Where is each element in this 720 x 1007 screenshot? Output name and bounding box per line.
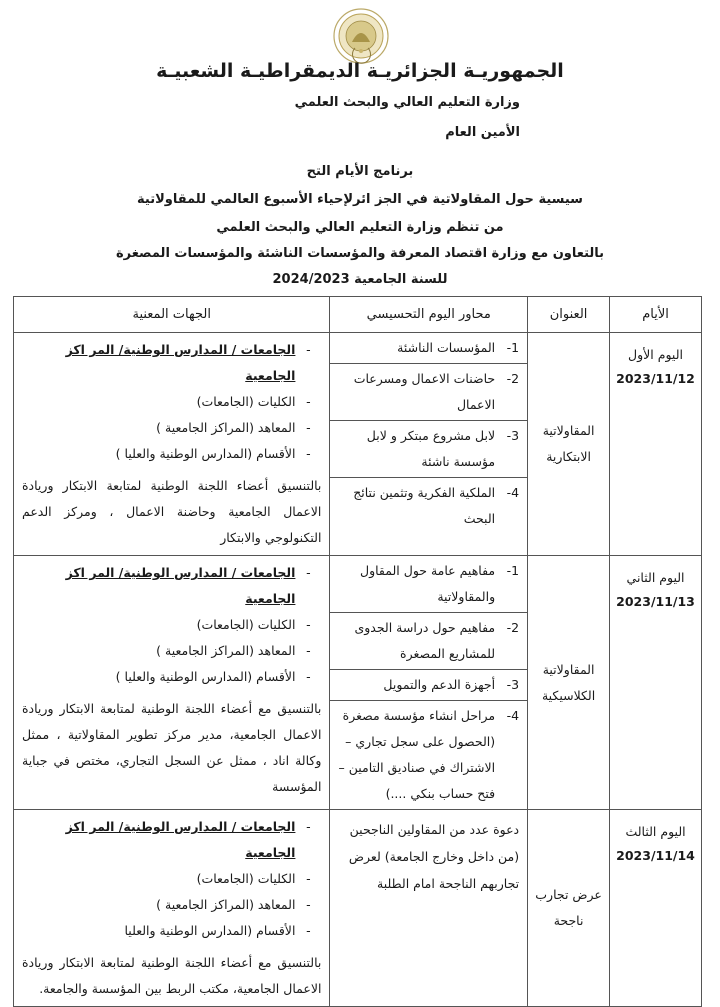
day-cell	[610, 333, 702, 556]
bullet-dash: -	[306, 897, 311, 912]
axis-text: حاضنات الاعمال ومسرعات الاعمال	[353, 371, 496, 412]
axes-cell	[330, 810, 528, 1007]
title-cell: عرض تجارب ناجحة	[528, 810, 610, 1007]
schedule-table	[13, 296, 702, 1007]
axis-number: 1-	[506, 563, 520, 578]
header-days: الأيام	[610, 297, 702, 333]
parties-cell	[14, 810, 330, 1007]
bullet-dash: -	[306, 565, 311, 580]
party-label: الكليات (الجامعات)	[196, 617, 296, 632]
axis-item	[330, 670, 527, 701]
axes-cell	[330, 556, 528, 810]
day-date: 2023/11/12	[616, 371, 695, 386]
bullet-dash: -	[306, 420, 311, 435]
axis-number: 1-	[506, 340, 520, 355]
axis-number: 4-	[506, 708, 520, 723]
party-label: الكليات (الجامعات)	[196, 394, 296, 409]
algeria-emblem-icon	[328, 6, 394, 66]
axis-item	[330, 701, 527, 809]
table-row	[14, 333, 702, 556]
axis-text: المؤسسات الناشئة	[397, 340, 496, 355]
list-item	[22, 560, 321, 612]
axis-text: لابل مشروع مبتكر و لابل مؤسسة ناشئة	[366, 428, 496, 469]
parties-cell	[14, 333, 330, 556]
bullet-dash: -	[306, 871, 311, 886]
title-cell: المقاولاتية الكلاسيكية	[528, 556, 610, 810]
coordination-note: بالتنسيق أعضاء اللجنة الوطنية لمتابعة الابتكار وريادة الاعمال الجامعية وحاضنة الاعمال ، ومركز الدعم التكنولوجي والابتكار	[22, 478, 322, 545]
parties-list	[22, 560, 321, 690]
party-label: الكليات (الجامعات)	[196, 871, 296, 886]
axis-text: دعوة عدد من المقاولين الناجحين (من داخل وخارج الجامعة) لعرض تجاربهم الناجحة امام الطلبة	[348, 822, 520, 891]
party-label: المعاهد (المراكز الجامعية )	[156, 420, 296, 435]
list-item	[22, 415, 321, 441]
axis-number: 4-	[506, 485, 520, 500]
axis-text: مفاهيم عامة حول المقاول والمقاولاتية	[360, 563, 496, 604]
list-item	[22, 638, 321, 664]
bullet-dash: -	[306, 342, 311, 357]
list-item	[22, 814, 321, 866]
axis-text: أجهزة الدعم والتمويل	[383, 677, 496, 692]
list-item	[22, 389, 321, 415]
axis-item	[330, 613, 527, 670]
party-label: الجامعات / المدارس الوطنية/ المر اكز الجامعية	[65, 565, 296, 606]
list-item	[22, 866, 321, 892]
day-cell	[610, 810, 702, 1007]
table-row	[14, 556, 702, 810]
header-axes: محاور اليوم التحسيسي	[330, 297, 528, 333]
axis-item	[330, 556, 527, 613]
party-label: الأقسام (المدارس الوطنية والعليا )	[115, 446, 296, 461]
header-parties: الجهات المعنية	[14, 297, 330, 333]
ministry-name: وزارة التعليم العالي والبحث العلمي	[294, 95, 520, 110]
axis-number: 3-	[506, 428, 520, 443]
bullet-dash: -	[306, 643, 311, 658]
day-date: 2023/11/14	[616, 848, 695, 863]
table-header-row	[14, 297, 702, 333]
bullet-dash: -	[306, 669, 311, 684]
table-row	[14, 810, 702, 1007]
title-cell: المقاولاتية الابتكارية	[528, 333, 610, 556]
list-item	[22, 441, 321, 467]
party-label: الجامعات / المدارس الوطنية/ المر اكز الجامعية	[65, 819, 296, 860]
list-item	[22, 337, 321, 389]
party-label: الأقسام (المدارس الوطنية والعليا	[124, 923, 296, 938]
program-title-line-4: بالتعاون مع وزارة اقتصاد المعرفة والمؤسسات الناشئة والمؤسسات المصغرة	[115, 246, 605, 261]
party-label: المعاهد (المراكز الجامعية )	[156, 897, 296, 912]
day-cell	[610, 556, 702, 810]
list-item	[22, 918, 321, 944]
axis-item	[330, 421, 527, 478]
axis-item	[330, 364, 527, 421]
coordination-note: بالتنسيق مع أعضاء اللجنة الوطنية لمتابعة الابتكار وريادة الاعمال الجامعية، مكتب الربط بين المؤسسة والجامعة.	[22, 955, 322, 996]
day-name: اليوم الثاني	[626, 570, 685, 585]
program-title-line-3: من تنظم وزارة التعليم العالي والبحث العلمي	[216, 220, 504, 235]
axis-item	[330, 478, 527, 534]
secretary-general: الأمين العام	[445, 125, 520, 140]
day-name: اليوم الأول	[628, 347, 683, 362]
day-date: 2023/11/13	[616, 594, 695, 609]
axis-number: 2-	[506, 371, 520, 386]
bullet-dash: -	[306, 819, 311, 834]
republic-title: الجمهوريـة الجزائريـة الديمقراطيـة الشعبيـة	[156, 60, 564, 82]
header-title: العنوان	[528, 297, 610, 333]
axis-number: 2-	[506, 620, 520, 635]
program-title-line-2: سيسية حول المقاولاتية في الجز ائرلإحياء الأسبوع العالمي للمقاولاتية	[137, 192, 583, 207]
parties-cell	[14, 556, 330, 810]
bullet-dash: -	[306, 394, 311, 409]
program-title-line-1: برنامج الأيام التح	[306, 164, 414, 179]
list-item	[22, 612, 321, 638]
program-title-line-5: للسنة الجامعية 2024/2023	[272, 272, 448, 287]
axis-item	[330, 333, 527, 364]
bullet-dash: -	[306, 923, 311, 938]
axis-text: مراحل انشاء مؤسسة مصغرة (الحصول على سجل تجاري – الاشتراك في صناديق التامين – فتح حساب بنكي ....)	[338, 708, 496, 801]
party-label: الجامعات / المدارس الوطنية/ المر اكز الجامعية	[65, 342, 296, 383]
axis-text: مفاهيم حول دراسة الجدوى للمشاريع المصغرة	[354, 620, 496, 661]
party-label: الأقسام (المدارس الوطنية والعليا )	[115, 669, 296, 684]
day-name: اليوم الثالث	[625, 824, 686, 839]
axes-cell	[330, 333, 528, 556]
parties-list	[22, 814, 321, 944]
list-item	[22, 892, 321, 918]
coordination-note: بالتنسيق مع أعضاء اللجنة الوطنية لمتابعة الابتكار وريادة الاعمال الجامعية، مدير مركز تطوير المقاولاتية ، ممثل وكالة اناد ، ممثل عن السجل التجاري، مختص في جباية المؤسسة	[22, 701, 322, 794]
bullet-dash: -	[306, 617, 311, 632]
list-item	[22, 664, 321, 690]
parties-list	[22, 337, 321, 467]
axis-text: الملكية الفكرية وتثمين نتائج البحث	[353, 485, 496, 526]
axis-number: 3-	[506, 677, 520, 692]
party-label: المعاهد (المراكز الجامعية )	[156, 643, 296, 658]
bullet-dash: -	[306, 446, 311, 461]
